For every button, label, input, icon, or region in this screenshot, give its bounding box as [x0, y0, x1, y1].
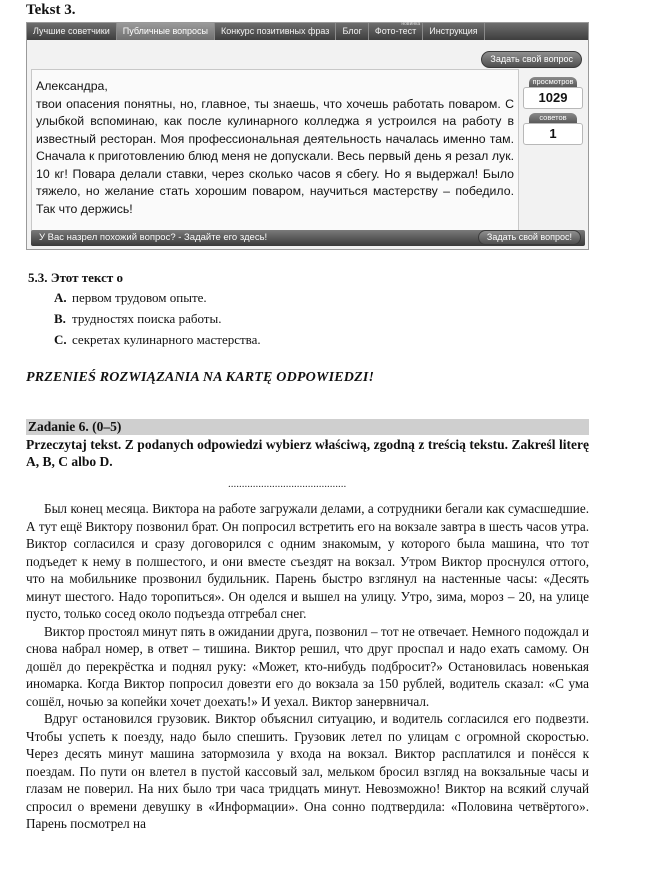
text-title: Tekst 3.: [26, 2, 76, 18]
tab-best-advisers[interactable]: Лучшие советчики: [27, 23, 117, 40]
option-text: секретах кулинарного мастерства.: [72, 332, 261, 347]
option-letter: B.: [54, 311, 66, 326]
ask-question-button[interactable]: Задать свой вопрос: [481, 51, 582, 68]
answers-label: советов: [529, 113, 577, 123]
option-text: первом трудовом опыте.: [72, 290, 207, 305]
message-box: [31, 69, 519, 241]
ask-question-bottom-button[interactable]: Задать свой вопрос!: [478, 230, 581, 245]
option-letter: C.: [54, 332, 67, 347]
forum-screenshot: [26, 22, 589, 250]
transfer-instruction: PRZENIEŚ ROZWIĄZANIA NA KARTĘ ODPOWIEDZI!: [26, 370, 375, 385]
similar-question-bar: [31, 230, 585, 246]
message-body: твои опасения понятны, но, главное, ты знаешь, что хочешь работать поваром. С улыбкой вспоминаю, как после кулинарного колледжа я устроился на работу в известный ресторан. Моя профессиональная деятельность началась именно там. Сначала к приготовлению блюд меня не допускали. Весь первый день я резал лук. 10 кг! Повара делали ставки, через сколько часов я сбегу. Но я выдержал! Было тяжело, но желание стать хорошим поваром, научиться мастерству – победило. Так что держись!: [36, 96, 514, 216]
message-text: [36, 78, 514, 218]
tab-positive-phrases-contest[interactable]: Конкурс позитивных фраз: [215, 23, 336, 40]
message-greeting: Александра,: [36, 79, 108, 93]
task-header: Zadanie 6. (0–5): [26, 419, 589, 435]
story-text: [26, 500, 589, 833]
answers-count: 1: [523, 123, 583, 145]
story-paragraph: Был конец месяца. Виктора на работе загружали делами, а сотрудники бегали как сумасшедшие. А тут ещё Виктору позвонил брат. Он попросил встретить его на вокзале завтра в шесть часов утра. Виктор согласился и сразу договорился с одним знакомым, у которого была машина, что тот подъедет к нему в полшестого, и они вместе съездят на вокзал. Утром Виктор проснулся оттого, что на мобильнике прозвонил будильник. Парень быстро взглянул на настенные часы: «Десять минут шестого. Надо торопиться». Он оделся и вышел на улицу. Утро, зима, мороз – 20, на улице пусто, только сосед около подъезда отгребал снег.: [26, 501, 589, 621]
option-text: трудностях поиска работы.: [72, 311, 222, 326]
answer-option-b: [54, 311, 221, 327]
new-badge: новинка: [401, 21, 421, 27]
question-title: 5.3. Этот текст о: [28, 270, 123, 285]
dotted-separator: ...........................................: [228, 478, 347, 490]
forum-tab-bar: [27, 23, 588, 40]
tab-photo-test[interactable]: Фото-тест новинка: [369, 23, 423, 40]
tab-public-questions[interactable]: Публичные вопросы: [117, 23, 215, 40]
views-stat: [523, 77, 583, 109]
answer-option-c: [54, 332, 261, 348]
tab-blog[interactable]: Блог: [336, 23, 368, 40]
story-paragraph: Вдруг остановился грузовик. Виктор объяснил ситуацию, и водитель согласился его подвезти. Чтобы успеть к поезду, надо было спешить. Грузовик летел по улицам с огромной скоростью. Через десять минут машина затормозила у входа на вокзал. Виктор расплатился и понёсся к поездам. По пути он влетел в пустой кассовый зал, мельком бросил взгляд на вокзальные часы и глазам не поверил. На них было три часа тридцать минут. Невозможно! Виктор на всякий случай спросил о времени девушку в «Информации». Она сонно подтвердила: «Половина четвёртого». Парень посмотрел на: [26, 711, 589, 831]
answers-stat: [523, 113, 583, 145]
task-instruction: Przeczytaj tekst. Z podanych odpowiedzi wybierz właściwą, zgodną z treścią tekstu. Zakreśl literę A, B, C albo D.: [26, 437, 589, 469]
answer-option-a: [54, 290, 207, 306]
similar-question-hint[interactable]: У Вас назрел похожий вопрос? - Задайте его здесь!: [39, 232, 268, 243]
option-letter: A.: [54, 290, 67, 305]
views-count: 1029: [523, 87, 583, 109]
story-paragraph: Виктор простоял минут пять в ожидании друга, позвонил – тот не отвечает. Немного подождал и снова набрал номер, в ответ – тишина. Виктор решил, что друг проспал и надо ехать самому. Он дошёл до перекрёстка и поднял руку: «Может, кто-нибудь подбросит?» Остановилась новенькая иномарка. Когда Виктор попросил довезти его до вокзала за 150 рублей, водитель сказал: «С ума сошёл, ночью за копейки хочет доехать!» И уехал. Виктор занервничал.: [26, 623, 589, 709]
views-label: просмотров: [529, 77, 577, 87]
tab-instructions[interactable]: Инструкция: [423, 23, 484, 40]
